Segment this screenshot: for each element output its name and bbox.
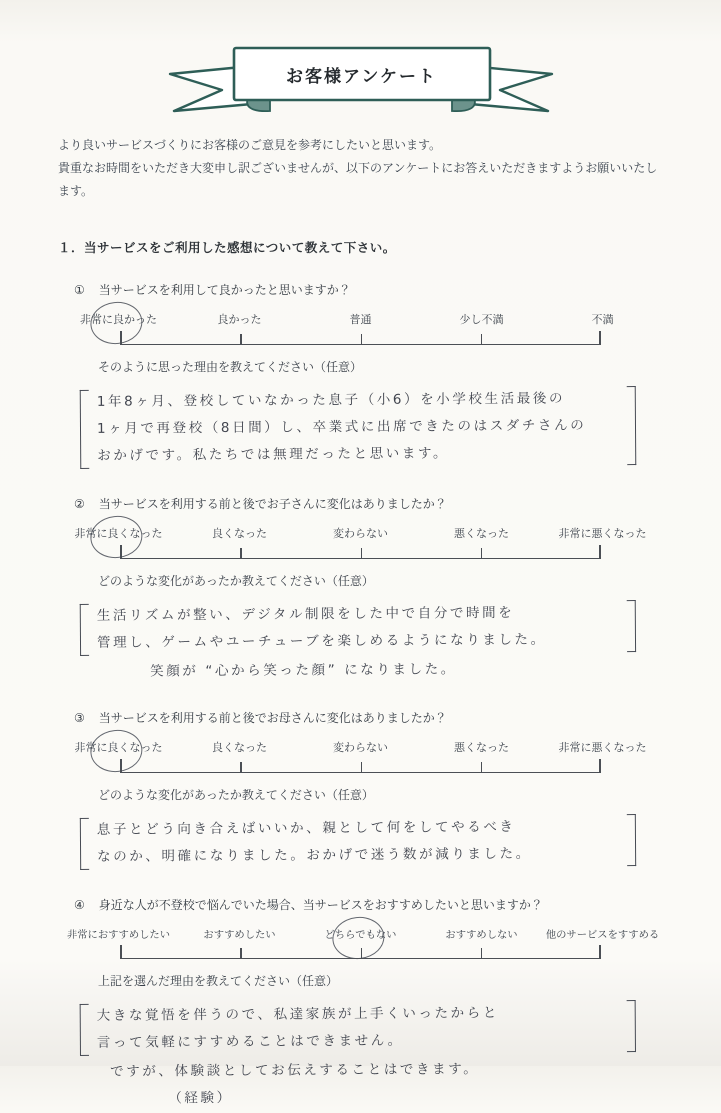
scale-tick [240, 334, 242, 344]
scale-option-label: 非常におすすめしたい [66, 930, 171, 941]
scale-option [179, 926, 300, 941]
scale-option [58, 926, 179, 941]
scale-option-label: 良くなった [212, 528, 267, 540]
handwritten-answer [80, 811, 636, 873]
question-text: 当サービスを利用する前と後でお母さんに変化はありましたか？ [98, 711, 447, 725]
intro-line-2: 貴重なお時間をいただき大変申し訳ございませんが、以下のアンケートにお答えいただきますようお願いいたします。 [58, 161, 658, 198]
question-number: ③ [74, 711, 85, 725]
scale-tick [481, 948, 483, 958]
question-text: 当サービスを利用する前と後でお子さんに変化はありましたか？ [98, 497, 447, 511]
scale-option [421, 926, 542, 941]
scale-option-label: おすすめしたい [203, 930, 276, 941]
scale-option-label: 変わらない [333, 742, 388, 754]
bracketed-answer [80, 597, 636, 659]
scale-tick [361, 334, 363, 344]
scale-option-label: 普通 [349, 314, 372, 326]
question-title [58, 709, 663, 726]
scale-tick [599, 331, 601, 344]
scale-option-label: 悪くなった [454, 742, 509, 754]
question-block-3 [58, 709, 663, 871]
scale-tick [481, 334, 483, 344]
question-number: ④ [74, 898, 85, 912]
handwritten-answer [80, 597, 637, 686]
handwritten-answer [80, 997, 637, 1113]
scale-tick [361, 548, 363, 558]
scale-tick [481, 548, 483, 558]
scale-option [179, 311, 300, 327]
scale-option-label: 少し不満 [459, 314, 504, 326]
answer-line: おかげです。私たちでは無理だったと思います。 [97, 445, 450, 464]
scale-tick [361, 762, 363, 772]
answer-line: （経験） [168, 1089, 233, 1107]
bracketed-answer [80, 997, 636, 1059]
scale-line [120, 544, 601, 559]
scale-option-label: 非常に悪くなった [558, 742, 647, 754]
scale-labels [58, 525, 663, 541]
answer-prompt: そのように思った理由を教えてください（任意） [98, 360, 363, 374]
bracketed-answer [80, 383, 637, 472]
bracketed-answer [80, 811, 636, 873]
scale-line [120, 944, 601, 959]
scale-option-label: おすすめしない [445, 930, 518, 941]
question-number: ② [74, 497, 85, 511]
question-text: 当サービスを利用して良かったと思いますか？ [98, 283, 351, 297]
scale-tick [599, 945, 601, 958]
scale-labels [58, 311, 663, 327]
question-title [58, 281, 663, 298]
answer-line: なのか、明確になりました。おかげで迷う数が減りました。 [97, 845, 532, 865]
scale-tick [361, 948, 363, 958]
scale-tick [240, 548, 242, 558]
scale-option-label: 不満 [591, 314, 614, 326]
answer-line: 言って気軽にすすめることはできません。 [96, 1032, 404, 1051]
intro-line-1: より良いサービスづくりにお客様のご意見を参考にしたいと思います。 [58, 138, 442, 152]
scale-labels [58, 926, 663, 941]
scale-option [542, 311, 663, 327]
banner-title: お客様アンケート [286, 66, 437, 86]
answer-line: 1年8ヶ月、登校していなかった息子（小6）を小学校生活最後の [96, 390, 566, 410]
scale-option [300, 311, 421, 327]
answer-line: 1ヶ月で再登校（8日間）し、卒業式に出席できたのはスダチさんの [96, 417, 587, 437]
scale-option-label: 変わらない [333, 528, 388, 540]
scale-option [542, 739, 663, 755]
scale-option-label: 非常に良くなった [74, 528, 163, 540]
scale-option [542, 525, 663, 541]
scale-tick [120, 945, 122, 958]
scale-option-label: 非常に良かった [80, 314, 157, 326]
scale-option [58, 525, 179, 541]
rating-scale [58, 926, 663, 959]
scale-option [421, 739, 542, 755]
scale-option-label: 良かった [217, 314, 262, 326]
scale-line [120, 330, 601, 345]
scale-tick [120, 331, 122, 344]
answer-line: 息子とどう向き合えばいいか、親として何をしてやるべき [96, 818, 516, 838]
scale-option-label: 良くなった [212, 742, 267, 754]
question-block-2 [58, 495, 663, 684]
answer-line: 笑顔が “心から笑った顔” になりました。 [150, 661, 457, 680]
scale-tick [240, 948, 242, 958]
scale-option-label: 非常に悪くなった [558, 528, 647, 540]
question-title [58, 896, 663, 913]
question-title [58, 495, 663, 512]
scale-option [300, 525, 421, 541]
question-number: ① [74, 283, 85, 297]
scale-tick [120, 759, 122, 772]
scale-option-label: どちらでもない [324, 930, 397, 941]
answer-prompt: どのような変化があったか教えてください（任意） [98, 574, 374, 588]
scale-tick [120, 545, 122, 558]
banner-ribbon [162, 42, 560, 120]
scale-labels [58, 739, 663, 755]
scale-option-label: 悪くなった [454, 528, 509, 540]
scale-option [421, 525, 542, 541]
scale-tick [481, 762, 483, 772]
question-text: 身近な人が不登校で悩んでいた場合、当サービスをおすすめしたいと思いますか？ [98, 898, 543, 912]
question-block-1 [58, 281, 663, 470]
scale-option [300, 926, 421, 941]
section-heading: １．当サービスをご利用した感想について教えて下さい。 [58, 241, 396, 255]
scale-option-label: 非常に良くなった [74, 742, 163, 754]
scale-line [120, 758, 601, 773]
handwritten-answer [80, 383, 637, 472]
scale-option-label: 他のサービスをすすめる [545, 930, 660, 941]
scale-option [58, 311, 179, 327]
rating-scale [58, 739, 663, 773]
scale-tick [240, 762, 242, 772]
survey-page [0, 42, 721, 1111]
rating-scale [58, 525, 663, 559]
answer-line: 大きな覚悟を伴うので、私達家族が上手くいったからと [96, 1005, 500, 1024]
answer-prompt: 上記を選んだ理由を教えてください（任意） [98, 974, 339, 988]
scale-option [179, 525, 300, 541]
scale-option [58, 739, 179, 755]
scale-tick [599, 545, 601, 558]
intro-text [58, 134, 663, 203]
answer-line: 管理し、ゲームやユーチューブを楽しめるようになりました。 [96, 631, 547, 651]
question-block-4 [58, 896, 663, 1111]
answer-prompt: どのような変化があったか教えてください（任意） [98, 788, 374, 802]
scale-option [179, 739, 300, 755]
scale-option [300, 739, 421, 755]
scale-tick [599, 759, 601, 772]
rating-scale [58, 311, 663, 345]
scale-option [421, 311, 542, 327]
scale-option [542, 926, 663, 941]
answer-line: 生活リズムが整い、デジタル制限をした中で自分で時間を [96, 604, 515, 624]
answer-line: ですが、体験談としてお伝えすることはできます。 [110, 1061, 480, 1080]
